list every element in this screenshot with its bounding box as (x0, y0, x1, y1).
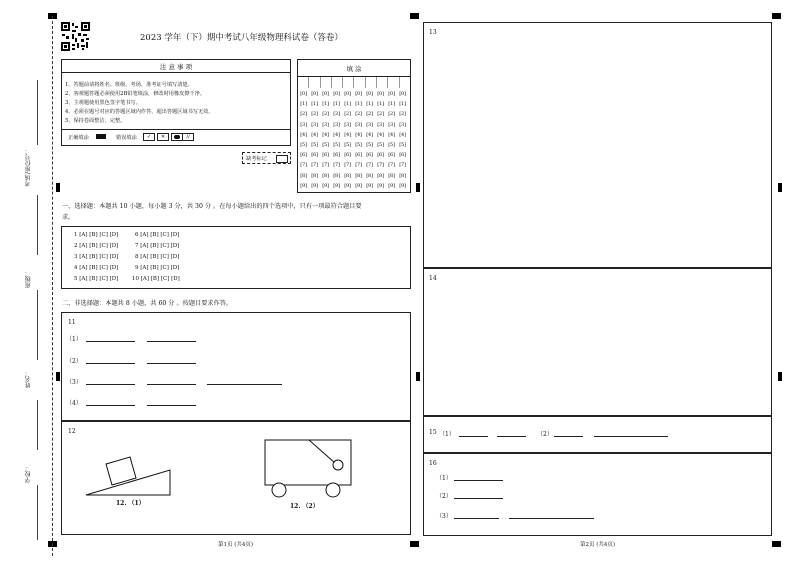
fill-grid-row (298, 140, 410, 150)
fill-bubble[interactable]: [0] (300, 91, 307, 98)
mcq-row[interactable]: 8 [A] [B] [C] [D] (135, 254, 180, 260)
fill-bubble[interactable]: [4] (388, 131, 395, 138)
q12-fig1-caption: 12. （1） (116, 500, 145, 507)
fill-grid-row (298, 171, 410, 181)
fill-bubble[interactable]: [7] (322, 162, 329, 169)
fill-bubble[interactable]: [4] (344, 131, 351, 138)
fill-bubble[interactable]: [7] (399, 162, 406, 169)
absent-mark-checkbox[interactable] (276, 155, 288, 163)
q15-answer-line[interactable] (497, 436, 526, 437)
wrong-fill-label: 错误填涂 (116, 135, 137, 141)
seat-field-line (37, 195, 38, 255)
notice-divider (61, 72, 291, 73)
fill-bubble[interactable]: [4] (377, 131, 384, 138)
fill-bubble[interactable]: [4] (322, 131, 329, 138)
q11-answer-line[interactable] (147, 363, 196, 364)
q16-box (423, 453, 772, 536)
fill-bubble[interactable]: [3] (322, 121, 329, 128)
fill-bubble[interactable]: [4] (333, 131, 340, 138)
notice-divider (61, 129, 291, 130)
q16-part-label: （3） (436, 513, 452, 520)
fill-bubble[interactable]: [5] (355, 142, 362, 149)
fill-bubble[interactable]: [6] (344, 152, 351, 159)
q15-part-label: （1） (439, 431, 455, 438)
fill-bubble[interactable]: [7] (333, 162, 340, 169)
wrong-fill-slash-icon: ∕∕ (182, 133, 194, 141)
fill-bubble[interactable]: [0] (399, 91, 406, 98)
fill-bubble[interactable]: [5] (311, 142, 318, 149)
fill-bubble[interactable]: [2] (355, 111, 362, 118)
fill-bubble[interactable]: [3] (388, 121, 395, 128)
fill-bubble[interactable]: [6] (300, 152, 307, 159)
alignment-mark (410, 13, 419, 19)
binding-line (52, 16, 53, 556)
incline-block-figure (84, 440, 174, 497)
fill-bubble[interactable]: [8] (355, 172, 362, 179)
fill-bubble[interactable]: [1] (388, 101, 395, 108)
fill-bubble[interactable]: [2] (344, 111, 351, 118)
school-label: 学校： (25, 465, 32, 483)
fill-bubble[interactable]: [0] (366, 91, 373, 98)
fill-bubble[interactable]: [3] (311, 121, 318, 128)
fill-grid-row (298, 120, 410, 130)
fill-bubble[interactable]: [3] (355, 121, 362, 128)
fill-bubble[interactable]: [1] (355, 101, 362, 108)
alignment-mark (56, 372, 60, 381)
alignment-mark (778, 372, 782, 381)
fill-bubble[interactable]: [8] (344, 172, 351, 179)
fill-bubble[interactable]: [1] (333, 101, 340, 108)
notice-item: 5、保持卷面整洁、完整。 (65, 118, 126, 124)
q11-part-label: （4） (66, 400, 82, 407)
alignment-mark (772, 541, 781, 547)
fill-bubble[interactable]: [6] (333, 152, 340, 159)
fill-grid-row (298, 160, 410, 170)
fill-bubble[interactable]: [8] (311, 172, 318, 179)
fill-bubble[interactable]: [3] (344, 121, 351, 128)
q11-answer-line[interactable] (86, 405, 135, 406)
fill-bubble[interactable]: [1] (344, 101, 351, 108)
q11-part-label: （2） (66, 358, 82, 365)
q16-answer-line[interactable] (454, 498, 503, 499)
mcq-row[interactable]: 9 [A] [B] [C] [D] (135, 265, 180, 271)
q11-number: 11 (68, 319, 76, 326)
q16-part-label: （2） (436, 493, 452, 500)
fill-bubble[interactable]: [9] (388, 182, 395, 189)
fill-bubble[interactable]: [9] (322, 182, 329, 189)
mcq-row[interactable]: 4 [A] [B] [C] [D] (74, 265, 119, 271)
section1-heading: 一、选择题：本题共 10 小题，每小题 3 分，共 30 分 。在每小题给出的四个选项中，只有一项最符合题目要 (62, 203, 362, 210)
fill-bubble[interactable]: [1] (322, 101, 329, 108)
q16-answer-line[interactable] (454, 518, 499, 519)
fill-bubble[interactable]: [8] (322, 172, 329, 179)
q16-part-label: （1） (436, 475, 452, 482)
fill-bubble[interactable]: [0] (333, 91, 340, 98)
name-field-line (37, 400, 38, 450)
fill-bubble[interactable]: [3] (333, 121, 340, 128)
fill-bubble[interactable]: [7] (355, 162, 362, 169)
footer-page2: 第2页 (共4页) (580, 542, 616, 548)
fill-bubble[interactable]: [6] (377, 152, 384, 159)
fill-bubble[interactable]: [4] (366, 131, 373, 138)
cart-pendulum-figure (262, 437, 354, 499)
fill-bubble[interactable]: [8] (377, 172, 384, 179)
mcq-row[interactable]: 7 [A] [B] [C] [D] (135, 243, 180, 249)
notice-item: 4、必须在题号对应的答题区域内作答，超出答题区域书写无效。 (65, 109, 214, 115)
q13-box (423, 22, 772, 268)
fill-bubble[interactable]: [5] (322, 142, 329, 149)
fill-bubble[interactable]: [6] (355, 152, 362, 159)
fill-bubble[interactable]: [7] (311, 162, 318, 169)
page-title: 2023 学年（下）期中考试八年级物理科试卷（答卷） (140, 33, 343, 43)
q15-number: 15 (429, 429, 437, 436)
fill-bubble[interactable]: [2] (388, 111, 395, 118)
fill-bubble[interactable]: [0] (344, 91, 351, 98)
fill-bubble[interactable]: [9] (300, 182, 307, 189)
q15-part-label: （2） (537, 431, 553, 438)
notice-item: 2、客观题答题必须使用2B铅笔填涂，修改时用橡皮擦干净。 (65, 91, 206, 97)
fill-bubble[interactable]: [2] (311, 111, 318, 118)
alignment-mark (56, 183, 60, 192)
q11-answer-line[interactable] (86, 341, 135, 342)
fill-grid-row (298, 181, 410, 191)
fill-bubble[interactable]: [1] (377, 101, 384, 108)
q11-answer-line[interactable] (147, 405, 196, 406)
fill-bubble[interactable]: [9] (344, 182, 351, 189)
fill-bubble[interactable]: [8] (399, 172, 406, 179)
wrong-fill-check-icon: ✓ (143, 133, 155, 141)
fill-bubble[interactable]: [7] (300, 162, 307, 169)
fill-bubble[interactable]: [8] (366, 172, 373, 179)
q14-box (423, 268, 772, 416)
q11-answer-line[interactable] (147, 384, 196, 385)
fill-bubble[interactable]: [5] (366, 142, 373, 149)
fill-bubble[interactable]: [1] (311, 101, 318, 108)
fill-bubble[interactable]: [1] (300, 101, 307, 108)
fill-bubble[interactable]: [6] (399, 152, 406, 159)
q16-number: 16 (429, 460, 437, 467)
fill-bubble[interactable]: [4] (300, 131, 307, 138)
seat-label: 考场/座位号： (25, 148, 32, 187)
fill-bubble[interactable]: [0] (311, 91, 318, 98)
correct-fill-sample (96, 134, 106, 139)
class-label: 班级： (25, 270, 32, 288)
q12-number: 12 (68, 428, 76, 435)
alignment-mark (410, 541, 419, 547)
fill-bubble[interactable]: [9] (399, 182, 406, 189)
wrong-fill-cross-icon: ✕ (157, 133, 169, 141)
fill-bubble[interactable]: [5] (399, 142, 406, 149)
fill-grid-row (298, 150, 410, 160)
fill-bubble[interactable]: [2] (399, 111, 406, 118)
footer-page1: 第1页 (共4页) (218, 542, 254, 548)
qr-code-icon (61, 22, 90, 51)
fill-bubble[interactable]: [2] (377, 111, 384, 118)
q11-answer-line[interactable] (147, 341, 196, 342)
fill-grid-row (298, 130, 410, 140)
q13-number: 13 (429, 29, 437, 36)
class-field-line (37, 290, 38, 360)
fill-bubble[interactable]: [3] (377, 121, 384, 128)
fill-grid-row (298, 109, 410, 119)
alignment-mark (778, 183, 782, 192)
fill-bubble[interactable]: [5] (377, 142, 384, 149)
fill-bubble[interactable]: [9] (355, 182, 362, 189)
section1-heading-cont: 求。 (62, 214, 75, 221)
fill-bubble[interactable]: [6] (322, 152, 329, 159)
notice-item: 1、答题前请将姓名、班级、考场、准考证号填写清楚。 (65, 82, 193, 88)
notice-item: 3、主观题使用黑色签字笔书写。 (65, 100, 141, 106)
fill-bubble[interactable]: [2] (333, 111, 340, 118)
fill-grid-row (298, 89, 410, 99)
fill-grid-row (298, 99, 410, 109)
q11-answer-line[interactable] (207, 384, 282, 385)
fill-bubble[interactable]: [2] (300, 111, 307, 118)
fill-bubble[interactable]: [3] (399, 121, 406, 128)
fill-bubble[interactable]: [6] (311, 152, 318, 159)
q14-number: 14 (429, 275, 437, 282)
fill-bubble[interactable]: [6] (366, 152, 373, 159)
mcq-row[interactable]: 6 [A] [B] [C] [D] (135, 232, 180, 238)
mcq-row[interactable]: 5 [A] [B] [C] [D] (74, 276, 119, 282)
fill-bubble[interactable]: [0] (388, 91, 395, 98)
fill-bubble[interactable]: [4] (311, 131, 318, 138)
q11-part-label: （3） (66, 379, 82, 386)
fill-grid (298, 89, 410, 191)
q11-answer-line[interactable] (86, 363, 135, 364)
notice-heading: 注 意 事 项 (159, 63, 193, 71)
fill-bubble[interactable]: [7] (377, 162, 384, 169)
name-label: 姓名： (25, 370, 32, 388)
q15-box (423, 416, 772, 453)
fill-bubble[interactable]: [7] (366, 162, 373, 169)
fill-bubble[interactable]: [6] (388, 152, 395, 159)
fill-bubble[interactable]: [5] (388, 142, 395, 149)
correct-fill-label: 正确填涂 (68, 135, 89, 141)
q12-fig2-caption: 12. （2） (290, 503, 319, 510)
fill-bubble[interactable]: [2] (366, 111, 373, 118)
alignment-mark (416, 372, 420, 381)
fill-bubble[interactable]: [8] (388, 172, 395, 179)
alignment-mark (772, 13, 781, 19)
fill-bubble[interactable]: [9] (333, 182, 340, 189)
mcq-row[interactable]: 1 [A] [B] [C] [D] (74, 232, 119, 238)
fill-grid-heading: 填 涂 (346, 65, 362, 73)
fill-bubble[interactable]: [7] (344, 162, 351, 169)
absent-mark-label: 缺考标记 (246, 156, 267, 162)
fill-bubble[interactable]: [4] (355, 131, 362, 138)
fill-bubble[interactable]: [8] (333, 172, 340, 179)
fill-grid-headcells (298, 77, 410, 88)
alignment-mark (416, 183, 420, 192)
fill-bubble[interactable]: [5] (333, 142, 340, 149)
fill-bubble[interactable]: [9] (311, 182, 318, 189)
fill-bubble[interactable]: [9] (377, 182, 384, 189)
q15-answer-line[interactable] (554, 436, 583, 437)
mcq-row[interactable]: 2 [A] [B] [C] [D] (74, 243, 119, 249)
fill-bubble[interactable]: [7] (388, 162, 395, 169)
fill-bubble[interactable]: [0] (377, 91, 384, 98)
q11-answer-line[interactable] (86, 384, 135, 385)
q15-answer-line[interactable] (594, 436, 668, 437)
mcq-row[interactable]: 3 [A] [B] [C] [D] (74, 254, 119, 260)
fill-bubble[interactable]: [1] (366, 101, 373, 108)
fill-bubble[interactable]: [0] (322, 91, 329, 98)
q15-answer-line[interactable] (459, 436, 488, 437)
q16-answer-line[interactable] (509, 518, 594, 519)
fill-bubble[interactable]: [4] (399, 131, 406, 138)
fill-bubble[interactable]: [2] (322, 111, 329, 118)
fill-bubble[interactable]: [3] (300, 121, 307, 128)
q11-part-label: （1） (66, 336, 82, 343)
school-field-line (37, 485, 38, 540)
seat-field-line (37, 80, 38, 145)
fill-bubble[interactable]: [3] (366, 121, 373, 128)
fill-bubble[interactable]: [5] (344, 142, 351, 149)
fill-bubble[interactable]: [8] (300, 172, 307, 179)
fill-bubble[interactable]: [9] (366, 182, 373, 189)
q16-answer-line[interactable] (454, 480, 503, 481)
mcq-row[interactable]: 10 [A] [B] [C] [D] (132, 276, 180, 282)
fill-bubble[interactable]: [0] (355, 91, 362, 98)
fill-bubble[interactable]: [1] (399, 101, 406, 108)
section2-heading: 二、非选择题：本题共 8 小题，共 60 分 。按题目要求作答。 (62, 300, 233, 307)
fill-bubble[interactable]: [5] (300, 142, 307, 149)
